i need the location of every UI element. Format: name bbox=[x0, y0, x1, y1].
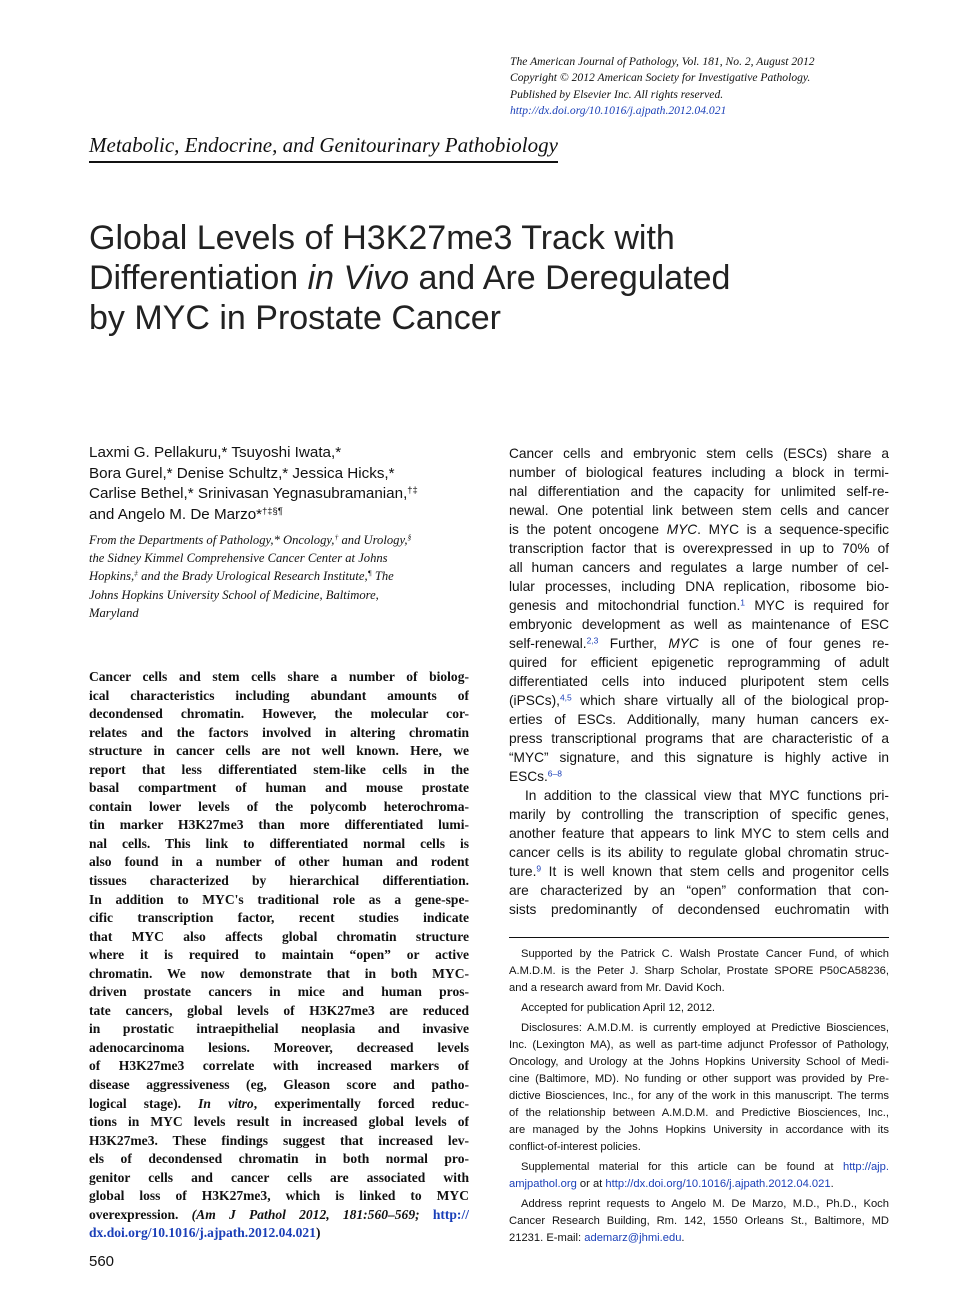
abstract-line: els of decondensed chromatin in both normal pro- bbox=[89, 1151, 469, 1167]
abstract-line: in prostatic intraepithelial neoplasia and invasive bbox=[89, 1021, 469, 1037]
abstract-line: nal cells. This link to differentiated normal cells is bbox=[89, 835, 469, 851]
abstract-line: H3K27me3. These findings suggest that increased lev- bbox=[89, 1132, 469, 1148]
footnote-line: Disclosures: A.M.D.M. is currently employed at Predictive Biosciences, bbox=[521, 1022, 889, 1034]
affiliation-line: Johns Hopkins University School of Medicine, Baltimore, bbox=[89, 587, 379, 602]
footnote-line: Supplemental material for this article can be found at http://ajp. bbox=[521, 1161, 889, 1173]
abstract-line: basal compartment of human and mouse prostate bbox=[89, 780, 469, 796]
abstract-line: decondensed chromatin. However, the molecular cor- bbox=[89, 706, 469, 722]
body-line: “MYC” signature, and this signature is highly active in bbox=[509, 750, 889, 765]
footnote-line: Supported by the Patrick C. Walsh Prostate Cancer Fund, of which bbox=[521, 948, 889, 960]
body-line: embryonic development as well as maintenance of ESC bbox=[509, 617, 889, 632]
footnote-line: cine (Baltimore, MD). No funding or other support was provided by Pre- bbox=[509, 1073, 889, 1085]
abstract-line: structure in cancer cells are not well known. Here, we bbox=[89, 743, 469, 759]
abstract-line: disease aggressiveness (eg, Gleason score and patho- bbox=[89, 1077, 469, 1093]
title-line-3: by MYC in Prostate Cancer bbox=[89, 299, 501, 337]
body-line: marily by controlling the transcription of specific genes, bbox=[509, 807, 889, 822]
footnote-line: A.M.D.M. is the Peter J. Sharp Scholar, Prostate SPORE P50CA58236, bbox=[509, 965, 889, 977]
footnote-line: Inc. (Lexington MA), as well as part-time adjunct Professor of Pathology, bbox=[509, 1039, 889, 1051]
email-link[interactable]: ademarz@jhmi.edu bbox=[584, 1232, 682, 1244]
body-line: ture.$^9$ It is well known that stem cells and progenitor cells bbox=[509, 863, 889, 879]
body-line: lular processes, including DNA replication, ribosome bio- bbox=[509, 579, 889, 594]
body-line: newal. One potential link between stem cells and cancer bbox=[509, 503, 889, 518]
affiliation-line: From the Departments of Pathology,* Oncology,† and Urology,§ bbox=[89, 532, 412, 547]
affiliation-line: Hopkins,‡ and the Brady Urological Research Institute,¶ The bbox=[89, 569, 394, 584]
reference-link[interactable]: 6–8 bbox=[547, 768, 562, 779]
abstract-line: adenocarcinoma lesions. Moreover, decreased levels bbox=[89, 1039, 469, 1055]
footnote-line: 21231. E-mail: ademarz@jhmi.edu. bbox=[509, 1232, 685, 1244]
journal-citation: The American Journal of Pathology, Vol. 181, No. 2, August 2012 bbox=[510, 55, 815, 68]
author-line: Bora Gurel,* Denise Schultz,* Jessica Hicks,* bbox=[89, 464, 395, 482]
abstract-line: chromatin. We now demonstrate that in both MYC- bbox=[89, 965, 469, 981]
author-line: Laxmi G. Pellakuru,* Tsuyoshi Iwata,* bbox=[89, 444, 342, 461]
abstract-line: contain lower levels of the polycomb heterochroma- bbox=[89, 798, 469, 814]
abstract-line: logical stage). In vitro, experimentally forced reduc- bbox=[89, 1095, 469, 1111]
body-line: differentiated cells into induced pluripotent stem cells bbox=[509, 674, 889, 689]
body-line: (iPSCs),$^{4,5}$ which share virtually all of the biological prop- bbox=[509, 692, 889, 708]
body-line: genesis and mitochondrial function.$^1$ MYC is required for bbox=[509, 597, 889, 613]
abstract-line: cific transcription factor, recent studies indicate bbox=[89, 910, 469, 926]
abstract bbox=[89, 668, 469, 1243]
author-line: Carlise Bethel,* Srinivasan Yegnasubramanian,†‡ bbox=[89, 483, 418, 502]
body-line: ESCs.$^{6-8}$ bbox=[509, 768, 562, 784]
body-line: all human cancers and regulates a large number of cel- bbox=[509, 560, 889, 575]
footnote-line: Oncology, and Urology at the Johns Hopkins University School of Medi- bbox=[509, 1056, 889, 1068]
abstract-line: overexpression. (Am J Pathol 2012, 181:560–569; http:// bbox=[89, 1206, 469, 1222]
body-text bbox=[509, 444, 889, 919]
body-line: another feature that appears to link MYC to stem cells and bbox=[509, 826, 889, 841]
footnote-line: amjpathol.org or at http://dx.doi.org/10.1016/j.ajpath.2012.04.021. bbox=[509, 1178, 834, 1190]
title-line-1: Global Levels of H3K27me3 Track with bbox=[89, 219, 675, 257]
footnotes bbox=[509, 946, 889, 1247]
body-line: nal differentiation and the capacity for unlimited self-re- bbox=[509, 484, 889, 499]
footnote-line: Accepted for publication April 12, 2012. bbox=[521, 1002, 716, 1014]
abstract-line: In addition to MYC's traditional role as a gene-spe- bbox=[89, 891, 469, 907]
affiliation-line: the Sidney Kimmel Comprehensive Cancer Center at Johns bbox=[89, 551, 388, 566]
footnote-line: and a research award from Mr. David Koch. bbox=[509, 982, 725, 994]
body-line: Cancer cells and embryonic stem cells (ESCs) share a bbox=[509, 446, 889, 461]
footnote-line: of the relationship between A.M.D.M. and Predictive Biosciences, Inc., bbox=[509, 1107, 889, 1119]
footnote-line: are managed by the Johns Hopkins University in accordance with its bbox=[509, 1124, 889, 1136]
body-line: is the potent oncogene MYC. MYC is a sequence-specific bbox=[509, 522, 889, 537]
supplemental-link[interactable]: amjpathol.org bbox=[509, 1178, 577, 1190]
title-line-2: Differentiation in Vivo and Are Deregulated bbox=[89, 259, 731, 297]
abstract-line: driven prostate cancers in mice and human pros- bbox=[89, 984, 469, 1000]
abstract-line: global loss of H3K27me3, which is linked to MYC bbox=[89, 1188, 469, 1204]
abstract-line: tissues characterized by hierarchical differentiation. bbox=[89, 873, 469, 889]
body-line: number of biological features including a block in termi- bbox=[509, 465, 889, 480]
abstract-line: tions in MYC levels result in increased global levels of bbox=[89, 1114, 469, 1130]
page-number: 560 bbox=[89, 1253, 115, 1270]
abstract-line: tate cancers, global levels of H3K27me3 are reduced bbox=[89, 1002, 469, 1018]
abstract-line: relates and the factors involved in altering chromatin bbox=[89, 724, 469, 740]
body-line: are characterized by an “open” conformation that con- bbox=[509, 883, 889, 898]
footnote-line: Cancer Research Building, Rm. 142, 1550 Orleans St., Baltimore, MD bbox=[509, 1215, 889, 1227]
supplemental-link[interactable]: http://ajp. bbox=[842, 1161, 889, 1173]
affiliation-line: Maryland bbox=[89, 605, 139, 620]
affiliations bbox=[89, 531, 449, 622]
footnote-line: Address reprint requests to Angelo M. De Marzo, M.D., Ph.D., Koch bbox=[521, 1198, 889, 1210]
abstract-line: dx.doi.org/10.1016/j.ajpath.2012.04.021) bbox=[89, 1225, 321, 1241]
reference-link[interactable]: 2,3 bbox=[586, 635, 599, 646]
body-line: In addition to the classical view that MYC functions pri- bbox=[525, 788, 889, 803]
abstract-line: where it is required to maintain “open” or active bbox=[89, 947, 469, 963]
abstract-line: that MYC also affects global chromatin structure bbox=[89, 928, 469, 944]
body-line: cancer cells is its ability to regulate global chromatin struc- bbox=[509, 845, 889, 860]
journal-publisher: Published by Elsevier Inc. All rights reserved. bbox=[510, 87, 724, 101]
body-line: self-renewal.$^{2,3}$ Further, MYC is one of four genes re- bbox=[509, 635, 889, 651]
citation-doi-link[interactable]: http:// bbox=[432, 1206, 469, 1222]
abstract-line: also found in a number of other human and rodent bbox=[89, 854, 469, 870]
reference-link[interactable]: 9 bbox=[536, 863, 542, 874]
abstract-line: tin marker H3K27me3 than more differentiated lumi- bbox=[89, 817, 469, 833]
abstract-line: ical characteristics including abundant amounts of bbox=[89, 687, 469, 703]
abstract-line: genitor cells and cancer cells are associated with bbox=[89, 1169, 469, 1185]
abstract-line: of H3K27me3 correlate with increased markers of bbox=[89, 1058, 469, 1074]
body-line: erties of ESCs. Additionally, many human cancers ex- bbox=[509, 712, 889, 727]
supplemental-doi-link[interactable]: http://dx.doi.org/10.1016/j.ajpath.2012.04.021 bbox=[605, 1178, 831, 1190]
author-line: and Angelo M. De Marzo*†‡§¶ bbox=[89, 504, 283, 523]
citation-doi-link[interactable]: dx.doi.org/10.1016/j.ajpath.2012.04.021 bbox=[89, 1225, 316, 1241]
abstract-line: report that less differentiated stem-like cells in the bbox=[89, 761, 469, 777]
author-list bbox=[89, 443, 489, 525]
footnote-line: dictive Biosciences, Inc., for any of the work in this manuscript. The terms bbox=[509, 1090, 889, 1102]
journal-doi-link[interactable]: http://dx.doi.org/10.1016/j.ajpath.2012.04.021 bbox=[510, 104, 727, 118]
footnote-divider bbox=[509, 937, 889, 938]
article-title bbox=[89, 218, 809, 338]
body-line: sists predominantly of decondensed euchromatin with bbox=[509, 902, 889, 917]
journal-info bbox=[510, 54, 930, 120]
abstract-line: Cancer cells and stem cells share a number of biolog- bbox=[89, 669, 469, 684]
journal-copyright: Copyright © 2012 American Society for Investigative Pathology. bbox=[510, 71, 811, 85]
reference-link[interactable]: 1 bbox=[740, 597, 745, 608]
body-line: press transcriptional programs that are characteristic of a bbox=[509, 731, 889, 746]
section-heading: Metabolic, Endocrine, and Genitourinary Pathobiology bbox=[89, 133, 558, 163]
reference-link[interactable]: 4,5 bbox=[559, 692, 572, 703]
body-line: transcription factor that is overexpressed in up to 70% of bbox=[509, 541, 889, 556]
body-line: quired for efficient epigenetic reprogramming of adult bbox=[509, 655, 889, 670]
footnote-line: conflict-of-interest policies. bbox=[509, 1141, 641, 1153]
